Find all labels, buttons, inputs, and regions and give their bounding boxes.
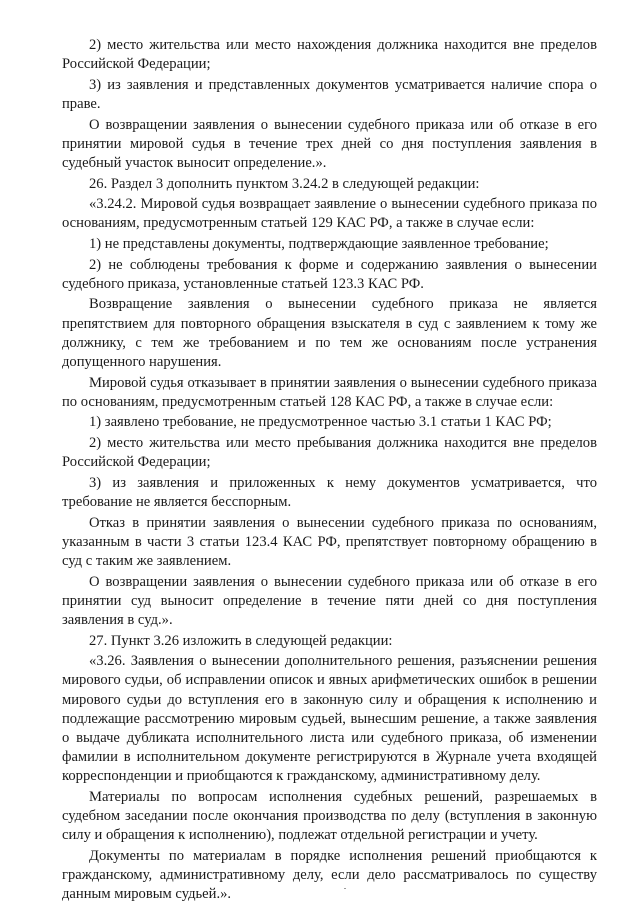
paragraph-court-determination: О возвращении заявления о вынесении судебного приказа или об отказе в его принятии суд выносит определение в течение пяти дней со дня поступления заявления в суд.». — [62, 573, 597, 628]
document-page — [62, 36, 597, 906]
paragraph-refusal-item-1: 1) заявлено требование, не предусмотренное частью 3.1 статьи 1 КАС РФ; — [89, 414, 552, 431]
paragraph-item-3: 3) из заявления и представленных документов усматривается наличие спора о праве. — [62, 76, 597, 112]
scan-speck — [344, 888, 346, 889]
paragraph-return-item-2: 2) не соблюдены требования к форме и содержанию заявления о вынесении судебного приказа, установленные статьей 123.3 КАС РФ. — [62, 256, 597, 292]
paragraph-3-24-2: «3.24.2. Мировой судья возвращает заявление о вынесении судебного приказа по основаниям, предусмотренным статьей 129 КАС РФ, а также в случае если: — [62, 196, 597, 232]
paragraph-3-26: «3.26. Заявления о вынесении дополнительного решения, разъяснении решения мирового судьи, об исправлении описок и явных арифметических ошибок в решении мирового судьи до вступления его в законную силу и обращения к исполнению и подлежащие рассмотрению мировым судьей, вынесшим решение, а также заявления о выдаче дубликата исполнительного листа или судебного приказа, об изменении фамилии в исполнительном документе регистрируются в Журнале учета входящей корреспонденции и приобщаются к гражданскому, административному делу. — [62, 653, 597, 785]
paragraph-return-item-1: 1) не представлены документы, подтверждающие заявленное требование; — [89, 235, 549, 252]
paragraph-return-not-obstacle: Возвращение заявления о вынесении судебного приказа не является препятствием для повторного обращения взыскателя в суд с заявлением к тому же должнику, с тем же требованием и по тем же основаниям после устранения допущенного нарушения. — [62, 296, 597, 370]
paragraph-documents: Документы по материалам в порядке исполнения решений приобщаются к гражданскому, административному делу, если дело рассматривалось по существу данным мировым судьей.». — [62, 847, 597, 903]
paragraph-section-26: 26. Раздел 3 дополнить пунктом 3.24.2 в следующей редакции: — [89, 175, 480, 192]
paragraph-return-notice: О возвращении заявления о вынесении судебного приказа или об отказе в его принятии мировой судья в течение трех дней со дня поступления заявления в судебный участок выносит определение.». — [62, 116, 597, 171]
paragraph-refusal-effect: Отказ в принятии заявления о вынесении судебного приказа по основаниям, указанным в части 3 статьи 123.4 КАС РФ, препятствует повторному обращению в суд с таким же заявлением. — [62, 514, 597, 569]
paragraph-section-27: 27. Пункт 3.26 изложить в следующей редакции: — [89, 632, 393, 649]
paragraph-refusal-item-3: 3) из заявления и приложенных к нему документов усматривается, что требование не является бесспорным. — [62, 474, 597, 510]
paragraph-refusal-item-2: 2) место жительства или место пребывания должника находится вне пределов Российской Федерации; — [62, 434, 597, 471]
paragraph-execution-materials: Материалы по вопросам исполнения судебных решений, разрешаемых в судебном заседании после окончания производства по делу (вступления в законную силу и обращения к исполнению), подлежат отдельной регистрации и учету. — [62, 788, 597, 844]
paragraph-refusal: Мировой судья отказывает в принятии заявления о вынесении судебного приказа по основаниям, предусмотренным статьей 128 КАС РФ, а также в случае если: — [62, 374, 597, 410]
paragraph-item-2: 2) место жительства или место нахождения должника находится вне пределов Российской Федерации; — [62, 37, 597, 73]
